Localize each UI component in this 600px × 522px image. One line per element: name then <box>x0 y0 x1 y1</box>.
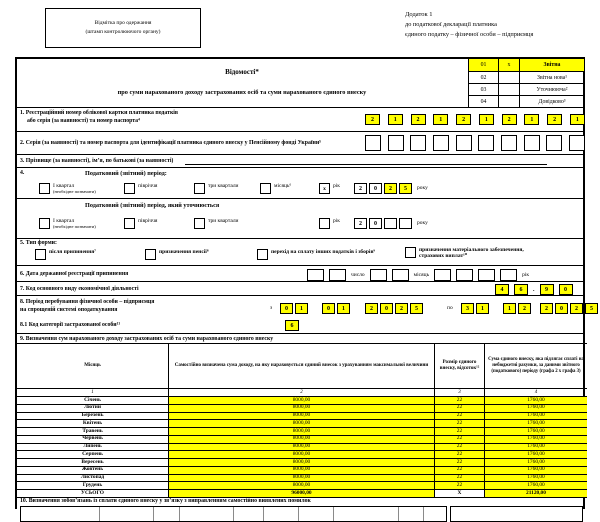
term-year-cell[interactable] <box>500 269 517 281</box>
quarter1-checkbox[interactable] <box>39 183 50 194</box>
corr-year-digit-cell[interactable] <box>399 218 412 229</box>
three-quarters-label: три квартали <box>208 183 239 189</box>
report-type-row-01 <box>469 59 583 71</box>
tax-number-digit-cell[interactable]: 2 <box>547 114 562 125</box>
form-subtitle: про суми нарахованого доходу застрахованих осіб та суми нарахованого єдиного внеску <box>117 89 367 96</box>
corr-year-option <box>319 218 340 229</box>
material-support-option <box>405 247 524 259</box>
section-6-label: 6. Дата державної реєстрації припинення <box>20 271 129 277</box>
corr-three-quarters-label: три квартали <box>208 218 239 224</box>
month-option <box>260 183 291 194</box>
kved-digit-cell[interactable]: 9 <box>540 284 554 295</box>
month-cell: Січень <box>17 397 169 405</box>
income-cell[interactable]: 8000,00 <box>169 475 435 483</box>
report-type-checkbox[interactable] <box>498 84 519 95</box>
year-option <box>319 183 340 194</box>
report-type-code: 03 <box>480 86 487 93</box>
other-taxes-checkbox[interactable] <box>257 249 268 260</box>
from-month-cell[interactable]: 0 <box>322 303 335 314</box>
corr-year-digit-cell[interactable]: 0 <box>369 218 382 229</box>
month-cell: Лютий <box>17 405 169 413</box>
section-1-tax-number <box>17 107 583 131</box>
kved-separator: . <box>533 286 535 293</box>
corr-halfyear-label: півріччя <box>138 218 158 224</box>
from-day-cell[interactable]: 0 <box>280 303 293 314</box>
report-type-checkbox[interactable]: х <box>498 59 519 71</box>
income-cell[interactable]: 8000,00 <box>169 451 435 459</box>
to-year-cell[interactable]: 5 <box>585 303 598 314</box>
halfyear-option <box>124 183 157 194</box>
passport-cell[interactable] <box>478 135 494 151</box>
section-5-form-type <box>17 238 583 265</box>
tax-number-digit-cell[interactable]: 2 <box>411 114 426 125</box>
termination-date-cells <box>307 269 529 281</box>
month-cell: Червень <box>17 436 169 444</box>
tax-number-digit-cell[interactable]: 1 <box>479 114 494 125</box>
report-type-table <box>468 59 583 108</box>
passport-cell[interactable] <box>569 135 585 151</box>
stamp-text-line2: (штамп контролюючого органу) <box>85 29 161 35</box>
stamp-text-line1: Відмітка про одержання <box>94 20 152 27</box>
year-suffix: року <box>417 185 428 191</box>
total-amount-cell[interactable]: 21120,00 <box>485 490 587 498</box>
year-digit-cell[interactable]: 2 <box>384 183 397 194</box>
section-4-tax-period <box>17 167 583 198</box>
passport-cell[interactable] <box>546 135 562 151</box>
rate-cell[interactable]: 22 <box>435 475 485 483</box>
month-cell: Листопад <box>17 475 169 483</box>
corr-year-cells <box>354 218 412 229</box>
term-month-cell[interactable] <box>370 269 387 281</box>
section-4-title: Податковий (звітний) період: <box>85 170 167 177</box>
kved-digit-cell[interactable]: 6 <box>514 284 528 295</box>
tax-number-digit-cell[interactable]: 2 <box>365 114 380 125</box>
section-5-title: 5. Тип форми: <box>20 240 57 246</box>
mark-note: (необхідне позначити) <box>53 189 96 194</box>
amount-cell[interactable]: 1760,00 <box>485 475 587 483</box>
tax-number-digit-cell[interactable]: 1 <box>388 114 403 125</box>
form-body <box>15 57 593 509</box>
other-taxes-label: перехід на сплату інших податків і зборів⁹ <box>271 249 376 255</box>
mark-note: (необхідне позначити) <box>53 224 96 229</box>
to-year-cell[interactable]: 2 <box>570 303 583 314</box>
day-unit-label: число <box>351 272 365 278</box>
rate-cell[interactable]: 22 <box>435 451 485 459</box>
month-cell: Серпень <box>17 451 169 459</box>
report-type-label: Уточнююча² <box>519 84 584 95</box>
income-cell[interactable]: 8000,00 <box>169 467 435 475</box>
annex-line2: до податкової декларації платника <box>405 21 497 29</box>
year-unit-label: рік <box>522 272 530 278</box>
to-month-cells <box>503 303 531 314</box>
rate-cell[interactable]: 22 <box>435 482 485 490</box>
pension-checkbox[interactable] <box>145 249 156 260</box>
section-4b-title: Податковий (звітний) період, який уточнюється <box>85 202 220 209</box>
to-month-cell[interactable]: 2 <box>518 303 531 314</box>
section-8-label-line2: на спрощеній системі оподаткування <box>20 307 118 313</box>
income-table <box>17 343 587 498</box>
corr-quarter1-checkbox[interactable] <box>39 218 50 229</box>
section-9-title: 9. Визначення сум нарахованого доходу застрахованих осіб та суми нарахованого єдиного внеску <box>20 336 274 342</box>
rate-cell[interactable]: 22 <box>435 436 485 444</box>
corr-year-digit-cell[interactable]: 2 <box>354 218 367 229</box>
kved-digit-cell[interactable]: 0 <box>559 284 573 295</box>
section-2-label: 2. Серія (за наявності) та номер паспорта для ідентифікації платника єдиного внеску у Пенсійному фонді України⁵ <box>20 140 321 146</box>
rate-cell[interactable]: 22 <box>435 467 485 475</box>
tax-number-digit-cell[interactable]: 1 <box>570 114 585 125</box>
annex-header <box>405 10 590 40</box>
corr-halfyear-checkbox[interactable] <box>124 218 135 229</box>
report-type-row-02 <box>469 71 583 83</box>
material-support-label: призначення матеріального забезпечення, страхових виплат¹⁰ <box>419 247 524 259</box>
section-4b-corrected-period <box>17 198 583 238</box>
quarter1-label: І квартал (необхідне позначити) <box>53 183 96 194</box>
income-cell[interactable]: 8000,00 <box>169 397 435 405</box>
report-type-code: 02 <box>480 74 487 81</box>
income-cell[interactable]: 8000,00 <box>169 459 435 467</box>
passport-cell[interactable] <box>433 135 449 151</box>
amount-cell[interactable]: 1760,00 <box>485 482 587 490</box>
report-type-code: 04 <box>480 98 487 105</box>
tax-number-digit-cell[interactable]: 2 <box>456 114 471 125</box>
year-digit-cell[interactable]: 2 <box>354 183 367 194</box>
corr-year-digit-cell[interactable] <box>384 218 397 229</box>
month-cell: Вересень <box>17 459 169 467</box>
month-cell: Квітень <box>17 420 169 428</box>
corr-quarter1-label: І квартал (необхідне позначити) <box>53 218 96 229</box>
term-day-cell[interactable] <box>329 269 346 281</box>
insured-category-cell[interactable]: 6 <box>285 320 299 331</box>
col-rate-header: Розмір єдиного внеску, відсоток¹² <box>435 344 485 389</box>
to-year-cell[interactable]: 0 <box>555 303 568 314</box>
corr-quarter1-option <box>39 218 96 229</box>
passport-cell[interactable] <box>388 135 404 151</box>
section-3-label: 3. Прізвище (за наявності), ім’я, по батькові (за наявності) <box>20 158 174 164</box>
amount-cell[interactable]: 1760,00 <box>485 397 587 405</box>
month-label: місяць⁶ <box>274 183 292 189</box>
report-type-checkbox[interactable] <box>498 96 519 107</box>
corr-year-suffix: року <box>417 220 428 226</box>
amount-cell[interactable]: 1760,00 <box>485 459 587 467</box>
pension-label: призначення пенсії⁸ <box>159 249 209 255</box>
income-cell[interactable]: 8000,00 <box>169 428 435 436</box>
from-month-cells <box>322 303 350 314</box>
col-number: 1 <box>17 389 169 397</box>
three-quarters-option <box>194 183 239 194</box>
section-7-label: 7. Код основного виду економічної діяльності <box>20 286 139 292</box>
pension-option <box>145 249 208 260</box>
month-cell: Травень <box>17 428 169 436</box>
passport-cell[interactable] <box>410 135 426 151</box>
to-label: по <box>447 305 453 311</box>
to-year-cells <box>540 303 598 314</box>
rate-cell[interactable]: 22 <box>435 444 485 452</box>
from-year-cells <box>365 303 423 314</box>
month-cell: Грудень <box>17 482 169 490</box>
section-10-table-left <box>20 506 447 522</box>
to-day-cells <box>461 303 489 314</box>
income-cell[interactable]: 8000,00 <box>169 444 435 452</box>
total-income-cell[interactable]: 96000,00 <box>169 490 435 498</box>
report-type-label: Звітна <box>519 59 584 71</box>
passport-cells <box>365 135 585 151</box>
section-10-title: 10. Визначення зобов’язань із сплати єдиного внеску у зв’язку з виправленням самостійно виявлених помилок <box>20 498 311 504</box>
term-month-cell[interactable] <box>392 269 409 281</box>
rate-cell[interactable]: 22 <box>435 420 485 428</box>
from-month-cell[interactable]: 1 <box>337 303 350 314</box>
rate-cell[interactable]: 22 <box>435 413 485 421</box>
report-type-row-03 <box>469 83 583 95</box>
three-quarters-checkbox[interactable] <box>194 183 205 194</box>
col-number: 4 <box>485 389 587 397</box>
corr-year-checkbox[interactable] <box>319 218 330 229</box>
from-label: з <box>270 305 273 311</box>
term-year-cell[interactable] <box>456 269 473 281</box>
report-type-label: Звітна нова¹ <box>519 72 584 83</box>
tax-number-digit-cell[interactable]: 2 <box>502 114 517 125</box>
from-day-cells <box>280 303 308 314</box>
from-day-cell[interactable]: 1 <box>295 303 308 314</box>
passport-cell[interactable] <box>365 135 381 151</box>
year-checkbox[interactable]: х <box>319 183 330 194</box>
after-termination-option <box>35 249 96 260</box>
month-unit-label: місяць <box>413 272 430 278</box>
to-day-cell[interactable]: 3 <box>461 303 474 314</box>
form-title: Відомості* <box>225 68 259 76</box>
term-year-cell[interactable] <box>434 269 451 281</box>
section-8-label-line1: 8. Період перебування фізичної особи – підприємця <box>20 299 155 305</box>
income-cell[interactable]: 8000,00 <box>169 482 435 490</box>
amount-cell[interactable]: 1760,00 <box>485 413 587 421</box>
col-amount-header: Сума єдиного внеску, яка підлягає сплаті на небюджетні рахунки, за даними звітного (податкового) періоду (графа 2 х графа 3) <box>485 344 587 389</box>
rate-cell[interactable]: 22 <box>435 397 485 405</box>
term-year-cell[interactable] <box>478 269 495 281</box>
col-month-header: Місяць <box>17 344 169 389</box>
passport-cell[interactable] <box>524 135 540 151</box>
amount-cell[interactable]: 1760,00 <box>485 428 587 436</box>
quarter1-option <box>39 183 96 194</box>
section-9-title-row <box>17 333 583 343</box>
col-number: 2 <box>169 389 435 397</box>
total-label-cell: УСЬОГО <box>17 490 169 498</box>
tax-number-cells <box>365 114 585 125</box>
term-day-cell[interactable] <box>307 269 324 281</box>
month-cell: Жовтень <box>17 467 169 475</box>
passport-cell[interactable] <box>456 135 472 151</box>
section-3-name <box>17 154 583 167</box>
other-taxes-option <box>257 249 375 260</box>
col-number: 3 <box>435 389 485 397</box>
amount-cell[interactable]: 1760,00 <box>485 451 587 459</box>
kved-cells <box>495 284 573 295</box>
year-digit-cell[interactable]: 0 <box>369 183 382 194</box>
report-type-code: 01 <box>469 59 498 71</box>
income-cell[interactable]: 8000,00 <box>169 405 435 413</box>
report-year-cells <box>354 183 412 194</box>
amount-cell[interactable]: 1760,00 <box>485 420 587 428</box>
halfyear-label: півріччя <box>138 183 158 189</box>
corr-three-quarters-option <box>194 218 239 229</box>
to-year-cell[interactable]: 2 <box>540 303 553 314</box>
rate-cell[interactable]: 22 <box>435 459 485 467</box>
from-year-cell[interactable]: 2 <box>395 303 408 314</box>
year-digit-cell[interactable]: 5 <box>399 183 412 194</box>
from-year-cell[interactable]: 5 <box>410 303 423 314</box>
year-label: рік <box>333 183 340 189</box>
passport-cell[interactable] <box>501 135 517 151</box>
to-month-cell[interactable]: 1 <box>503 303 516 314</box>
name-underline-field[interactable] <box>185 164 547 165</box>
total-rate-cell: Х <box>435 490 485 498</box>
section-10-title-row <box>17 497 583 506</box>
rate-cell[interactable]: 22 <box>435 428 485 436</box>
income-cell[interactable]: 8000,00 <box>169 420 435 428</box>
section-8-1-label: 8.1 Код категорії застрахованої особи¹¹ <box>20 322 121 328</box>
amount-cell[interactable]: 1760,00 <box>485 405 587 413</box>
month-cell: Липень <box>17 444 169 452</box>
annex-line3: єдиного податку – фізичної особи – підприємця <box>405 30 534 38</box>
corr-year-label: рік <box>333 218 340 224</box>
receipt-stamp-box <box>45 8 201 48</box>
after-termination-label: після припинення⁷ <box>49 249 96 255</box>
amount-cell[interactable]: 1760,00 <box>485 444 587 452</box>
tax-number-digit-cell[interactable]: 1 <box>433 114 448 125</box>
income-cell[interactable]: 8000,00 <box>169 436 435 444</box>
report-type-checkbox[interactable] <box>498 72 519 83</box>
section-2-passport <box>17 131 583 154</box>
month-checkbox[interactable] <box>260 183 271 194</box>
col-income-header: Самостійно визначена сума доходу, на яку нараховується єдиний внесок з урахуванням максимальної величини <box>169 344 435 389</box>
material-support-checkbox[interactable] <box>405 247 416 258</box>
annex-title: Додаток 1 <box>405 11 433 18</box>
halfyear-checkbox[interactable] <box>124 183 135 194</box>
amount-cell[interactable]: 1760,00 <box>485 467 587 475</box>
to-day-cell[interactable]: 1 <box>476 303 489 314</box>
section-6-termination-date <box>17 265 583 281</box>
income-cell[interactable]: 8000,00 <box>169 413 435 421</box>
tax-number-digit-cell[interactable]: 1 <box>524 114 539 125</box>
section-1-label-line2: або серія (за наявності) та номер паспорта⁴ <box>27 118 140 124</box>
section-10-table-right <box>450 506 583 522</box>
month-cell: Березень <box>17 413 169 421</box>
corr-halfyear-option <box>124 218 157 229</box>
section-7-kved <box>17 281 583 295</box>
from-year-cell[interactable]: 2 <box>365 303 378 314</box>
section-1-label-line1: 1. Реєстраційний номер облікової картки платника податків <box>20 110 179 116</box>
kved-digit-cell[interactable]: 4 <box>495 284 509 295</box>
from-year-cell[interactable]: 0 <box>380 303 393 314</box>
section-8-simplified-period <box>17 295 593 333</box>
section-4-number: 4. <box>20 170 25 176</box>
report-type-row-04 <box>469 95 583 107</box>
after-termination-checkbox[interactable] <box>35 249 46 260</box>
amount-cell[interactable]: 1760,00 <box>485 436 587 444</box>
report-type-label: Довідково³ <box>519 96 584 107</box>
corr-three-quarters-checkbox[interactable] <box>194 218 205 229</box>
rate-cell[interactable]: 22 <box>435 405 485 413</box>
